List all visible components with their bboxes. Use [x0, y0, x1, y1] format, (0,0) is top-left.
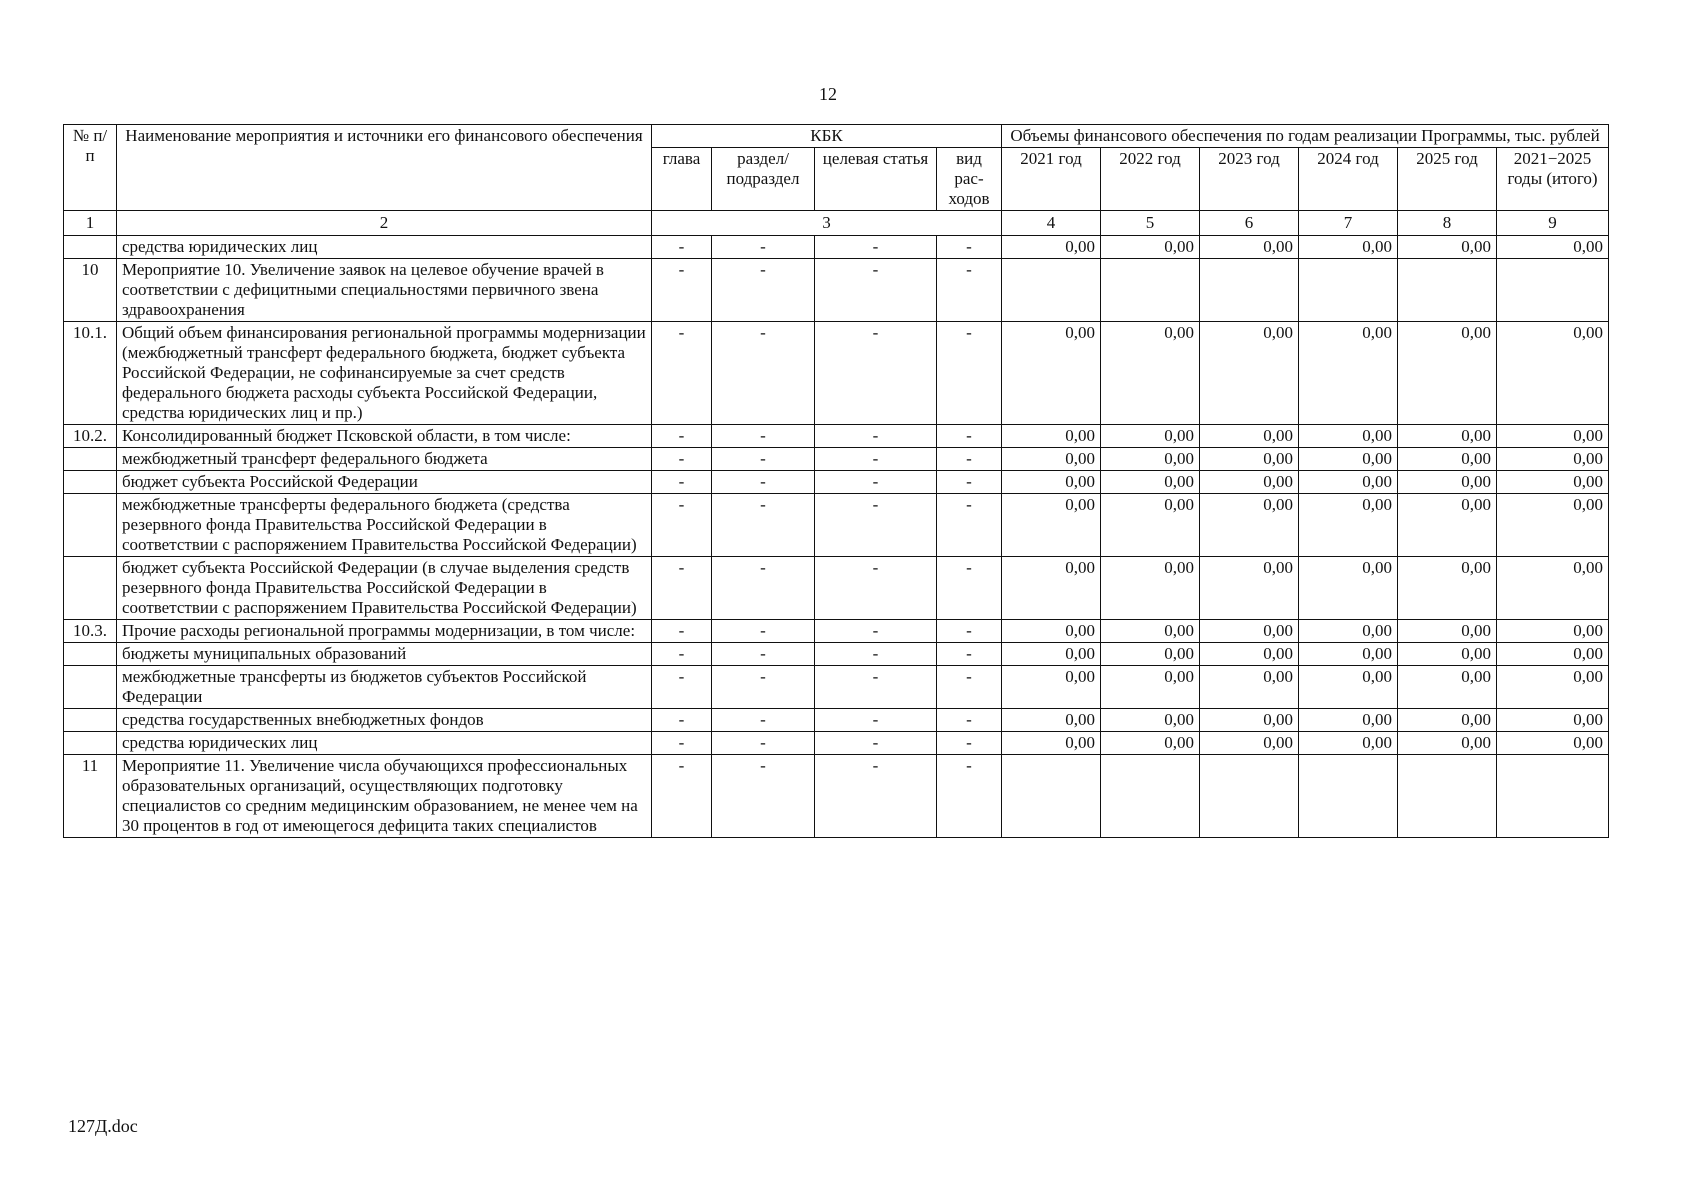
row-number: 10.3. [64, 620, 117, 643]
value-cell: 0,00 [1002, 425, 1101, 448]
row-number: 10.1. [64, 322, 117, 425]
footer-doc-name: 127Д.doc [68, 1116, 138, 1136]
table-row [64, 322, 1609, 425]
value-cell: 0,00 [1398, 471, 1497, 494]
value-cell: 0,00 [1497, 494, 1609, 557]
volumes-header: Объемы финансового обеспечения по годам реализации Программы, тыс. рублей [1002, 125, 1609, 148]
row-number [64, 471, 117, 494]
value-cell: 0,00 [1002, 322, 1101, 425]
kbk-cell: - [712, 709, 815, 732]
year-header: 2025 год [1398, 148, 1497, 211]
kbk-cell: - [815, 755, 937, 838]
table-row [64, 448, 1609, 471]
kbk-sub-header: вид рас- ходов [937, 148, 1002, 211]
table-row [64, 755, 1609, 838]
kbk-cell: - [712, 666, 815, 709]
page-number: 12 [819, 84, 837, 104]
kbk-sub-header: глава [652, 148, 712, 211]
row-number [64, 448, 117, 471]
value-cell: 0,00 [1101, 236, 1200, 259]
value-cell [1299, 755, 1398, 838]
kbk-cell: - [937, 732, 1002, 755]
kbk-cell: - [937, 620, 1002, 643]
value-cell: 0,00 [1200, 666, 1299, 709]
table-row [64, 643, 1609, 666]
kbk-cell: - [815, 322, 937, 425]
table-row [64, 494, 1609, 557]
column-index: 3 [652, 211, 1002, 236]
value-cell [1101, 259, 1200, 322]
column-index: 4 [1002, 211, 1101, 236]
kbk-cell: - [937, 236, 1002, 259]
value-cell: 0,00 [1299, 448, 1398, 471]
kbk-cell: - [937, 322, 1002, 425]
row-name: средства юридических лиц [117, 236, 652, 259]
value-cell: 0,00 [1002, 643, 1101, 666]
table-row [64, 557, 1609, 620]
value-cell [1200, 755, 1299, 838]
year-header: 2021−2025 годы (итого) [1497, 148, 1609, 211]
row-name: средства юридических лиц [117, 732, 652, 755]
value-cell: 0,00 [1299, 643, 1398, 666]
header-row-top [64, 125, 1609, 148]
value-cell: 0,00 [1497, 425, 1609, 448]
kbk-cell: - [815, 448, 937, 471]
row-name: Мероприятие 10. Увеличение заявок на целевое обучение врачей в соответствии с дефицитными специальностями первичного звена здравоохранения [117, 259, 652, 322]
value-cell: 0,00 [1200, 448, 1299, 471]
value-cell: 0,00 [1200, 709, 1299, 732]
row-number [64, 494, 117, 557]
kbk-cell: - [937, 643, 1002, 666]
kbk-cell: - [652, 425, 712, 448]
value-cell: 0,00 [1497, 620, 1609, 643]
value-cell: 0,00 [1398, 620, 1497, 643]
value-cell: 0,00 [1398, 666, 1497, 709]
year-header: 2021 год [1002, 148, 1101, 211]
column-index: 5 [1101, 211, 1200, 236]
year-header: 2022 год [1101, 148, 1200, 211]
kbk-cell: - [652, 666, 712, 709]
kbk-cell: - [815, 620, 937, 643]
value-cell: 0,00 [1101, 709, 1200, 732]
kbk-cell: - [712, 259, 815, 322]
row-name: Консолидированный бюджет Псковской области, в том числе: [117, 425, 652, 448]
kbk-cell: - [712, 620, 815, 643]
value-cell: 0,00 [1200, 322, 1299, 425]
value-cell: 0,00 [1398, 709, 1497, 732]
row-name: бюджет субъекта Российской Федерации [117, 471, 652, 494]
row-number [64, 709, 117, 732]
value-cell: 0,00 [1398, 425, 1497, 448]
kbk-cell: - [815, 557, 937, 620]
kbk-cell: - [652, 557, 712, 620]
kbk-cell: - [937, 448, 1002, 471]
value-cell: 0,00 [1101, 666, 1200, 709]
value-cell: 0,00 [1002, 620, 1101, 643]
value-cell: 0,00 [1200, 494, 1299, 557]
column-index: 1 [64, 211, 117, 236]
row-name: межбюджетный трансферт федерального бюджета [117, 448, 652, 471]
value-cell: 0,00 [1002, 732, 1101, 755]
value-cell: 0,00 [1398, 557, 1497, 620]
value-cell: 0,00 [1101, 643, 1200, 666]
value-cell: 0,00 [1299, 620, 1398, 643]
value-cell [1497, 755, 1609, 838]
value-cell: 0,00 [1398, 322, 1497, 425]
row-name: средства государственных внебюджетных фондов [117, 709, 652, 732]
kbk-cell: - [652, 732, 712, 755]
row-name: бюджет субъекта Российской Федерации (в случае выделения средств резервного фонда Правительства Российской Федерации в соответствии с распоряжением Правительства Российской Федерации) [117, 557, 652, 620]
kbk-cell: - [652, 322, 712, 425]
year-header: 2024 год [1299, 148, 1398, 211]
value-cell: 0,00 [1200, 732, 1299, 755]
kbk-cell: - [815, 236, 937, 259]
value-cell: 0,00 [1200, 425, 1299, 448]
kbk-cell: - [937, 709, 1002, 732]
kbk-cell: - [652, 448, 712, 471]
value-cell: 0,00 [1398, 732, 1497, 755]
row-name: Общий объем финансирования региональной программы модернизации (межбюджетный трансферт федерального бюджета, бюджет субъекта Российской Федерации, не софинансируемые за счет средств федерального бюджета расходы субъекта Российской Федерации, средства юридических лиц и пр.) [117, 322, 652, 425]
kbk-cell: - [815, 709, 937, 732]
table-row [64, 709, 1609, 732]
column-index: 8 [1398, 211, 1497, 236]
kbk-cell: - [712, 755, 815, 838]
value-cell: 0,00 [1398, 448, 1497, 471]
kbk-cell: - [937, 755, 1002, 838]
kbk-cell: - [937, 666, 1002, 709]
value-cell: 0,00 [1497, 643, 1609, 666]
kbk-cell: - [815, 666, 937, 709]
kbk-cell: - [652, 236, 712, 259]
row-number [64, 732, 117, 755]
table-row [64, 425, 1609, 448]
column-index-row [64, 211, 1609, 236]
value-cell: 0,00 [1398, 236, 1497, 259]
value-cell: 0,00 [1200, 620, 1299, 643]
value-cell: 0,00 [1101, 322, 1200, 425]
col-num-header: № п/п [64, 125, 117, 211]
col-name-header: Наименование мероприятия и источники его финансового обеспечения [117, 125, 652, 211]
value-cell: 0,00 [1200, 643, 1299, 666]
row-name: межбюджетные трансферты из бюджетов субъектов Российской Федерации [117, 666, 652, 709]
value-cell: 0,00 [1101, 494, 1200, 557]
kbk-cell: - [937, 425, 1002, 448]
value-cell [1002, 259, 1101, 322]
kbk-cell: - [652, 259, 712, 322]
value-cell: 0,00 [1299, 425, 1398, 448]
kbk-cell: - [652, 494, 712, 557]
value-cell: 0,00 [1200, 236, 1299, 259]
column-index: 9 [1497, 211, 1609, 236]
table-row [64, 620, 1609, 643]
value-cell: 0,00 [1299, 471, 1398, 494]
column-index: 2 [117, 211, 652, 236]
column-index: 7 [1299, 211, 1398, 236]
kbk-cell: - [712, 236, 815, 259]
kbk-header: КБК [652, 125, 1002, 148]
value-cell [1200, 259, 1299, 322]
kbk-cell: - [712, 557, 815, 620]
value-cell: 0,00 [1299, 236, 1398, 259]
value-cell: 0,00 [1299, 709, 1398, 732]
value-cell [1002, 755, 1101, 838]
kbk-cell: - [937, 494, 1002, 557]
kbk-cell: - [652, 755, 712, 838]
kbk-cell: - [712, 732, 815, 755]
row-name: бюджеты муниципальных образований [117, 643, 652, 666]
kbk-cell: - [815, 471, 937, 494]
value-cell: 0,00 [1002, 471, 1101, 494]
row-number: 10.2. [64, 425, 117, 448]
row-name: Прочие расходы региональной программы модернизации, в том числе: [117, 620, 652, 643]
value-cell [1101, 755, 1200, 838]
row-number [64, 643, 117, 666]
value-cell: 0,00 [1002, 236, 1101, 259]
kbk-cell: - [815, 259, 937, 322]
value-cell: 0,00 [1200, 557, 1299, 620]
value-cell: 0,00 [1398, 494, 1497, 557]
value-cell: 0,00 [1299, 732, 1398, 755]
row-name: межбюджетные трансферты федерального бюджета (средства резервного фонда Правительства Российской Федерации в соответствии с распоряжением Правительства Российской Федерации) [117, 494, 652, 557]
table-body [64, 236, 1609, 838]
value-cell: 0,00 [1101, 425, 1200, 448]
value-cell: 0,00 [1002, 709, 1101, 732]
value-cell: 0,00 [1497, 448, 1609, 471]
value-cell [1398, 259, 1497, 322]
financing-table [63, 124, 1609, 838]
kbk-cell: - [712, 425, 815, 448]
kbk-cell: - [815, 732, 937, 755]
table-row [64, 666, 1609, 709]
value-cell [1497, 259, 1609, 322]
table-row [64, 236, 1609, 259]
value-cell: 0,00 [1299, 322, 1398, 425]
kbk-cell: - [712, 322, 815, 425]
kbk-cell: - [937, 471, 1002, 494]
value-cell: 0,00 [1497, 236, 1609, 259]
value-cell: 0,00 [1299, 666, 1398, 709]
kbk-cell: - [712, 448, 815, 471]
kbk-sub-header: раздел/ подраздел [712, 148, 815, 211]
value-cell: 0,00 [1497, 557, 1609, 620]
row-number [64, 557, 117, 620]
value-cell: 0,00 [1497, 471, 1609, 494]
year-header: 2023 год [1200, 148, 1299, 211]
kbk-cell: - [712, 494, 815, 557]
value-cell: 0,00 [1299, 494, 1398, 557]
value-cell: 0,00 [1200, 471, 1299, 494]
kbk-cell: - [815, 425, 937, 448]
value-cell: 0,00 [1497, 322, 1609, 425]
value-cell [1398, 755, 1497, 838]
kbk-cell: - [815, 494, 937, 557]
row-number: 11 [64, 755, 117, 838]
value-cell: 0,00 [1101, 471, 1200, 494]
value-cell: 0,00 [1101, 557, 1200, 620]
value-cell [1299, 259, 1398, 322]
value-cell: 0,00 [1398, 643, 1497, 666]
column-index: 6 [1200, 211, 1299, 236]
table-row [64, 732, 1609, 755]
kbk-cell: - [815, 643, 937, 666]
kbk-cell: - [712, 643, 815, 666]
row-number: 10 [64, 259, 117, 322]
value-cell: 0,00 [1497, 666, 1609, 709]
kbk-cell: - [937, 259, 1002, 322]
kbk-cell: - [652, 471, 712, 494]
kbk-cell: - [652, 620, 712, 643]
value-cell: 0,00 [1497, 709, 1609, 732]
kbk-cell: - [937, 557, 1002, 620]
kbk-cell: - [652, 643, 712, 666]
row-number [64, 666, 117, 709]
value-cell: 0,00 [1002, 666, 1101, 709]
value-cell: 0,00 [1101, 620, 1200, 643]
value-cell: 0,00 [1299, 557, 1398, 620]
value-cell: 0,00 [1002, 494, 1101, 557]
row-number [64, 236, 117, 259]
value-cell: 0,00 [1002, 448, 1101, 471]
kbk-cell: - [712, 471, 815, 494]
value-cell: 0,00 [1101, 448, 1200, 471]
table-row [64, 471, 1609, 494]
value-cell: 0,00 [1101, 732, 1200, 755]
value-cell: 0,00 [1002, 557, 1101, 620]
value-cell: 0,00 [1497, 732, 1609, 755]
kbk-sub-header: целевая статья [815, 148, 937, 211]
kbk-cell: - [652, 709, 712, 732]
row-name: Мероприятие 11. Увеличение числа обучающихся профессиональных образовательных организаций, осуществляющих подготовку специалистов со средним медицинским образованием, не менее чем на 30 процентов в год от имеющегося дефицита таких специалистов [117, 755, 652, 838]
table-row [64, 259, 1609, 322]
